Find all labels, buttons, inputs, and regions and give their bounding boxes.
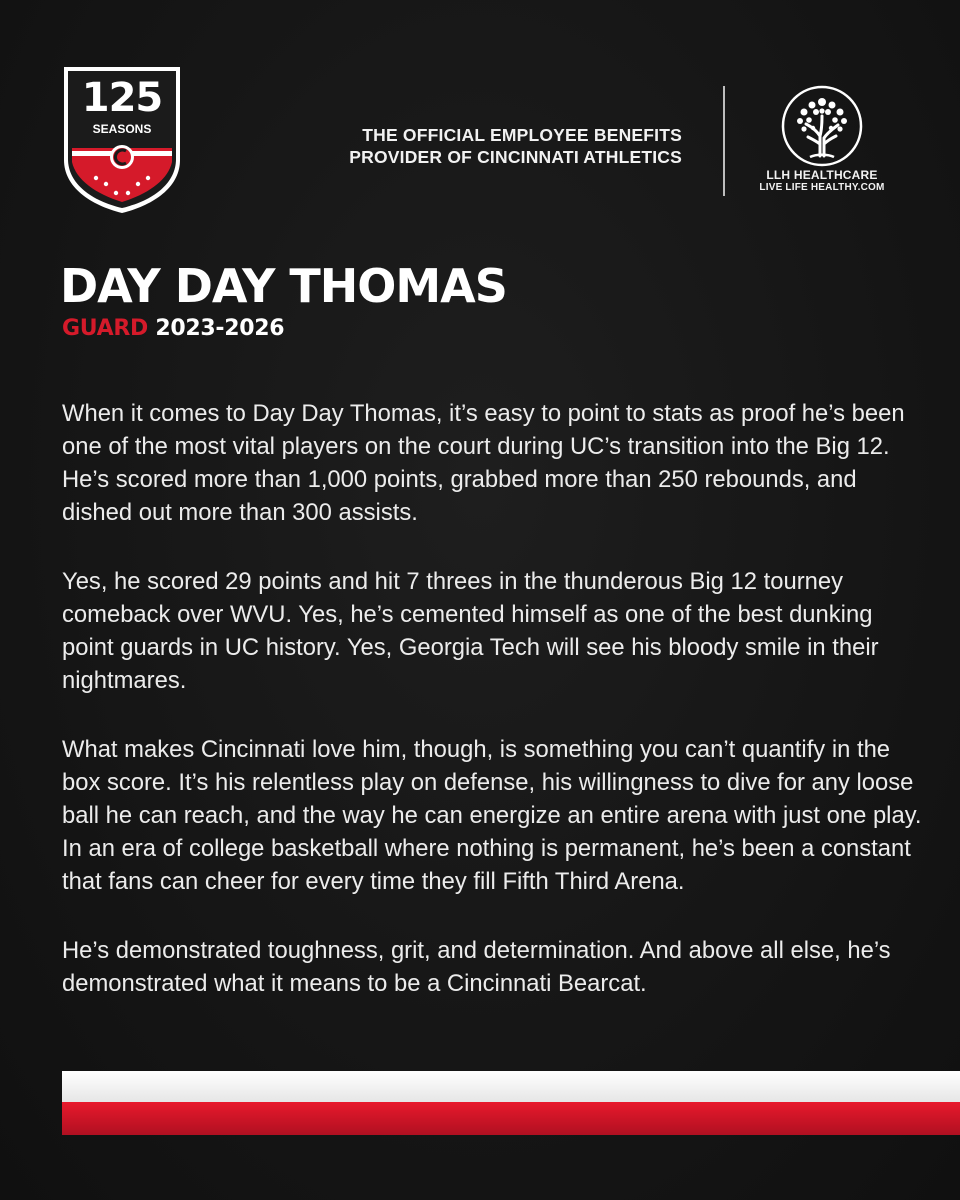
footer-red-stripe: [62, 1102, 960, 1135]
sponsor-name: LLH HEALTHCARE: [766, 168, 878, 182]
badge-number: 125: [81, 75, 163, 121]
bio-paragraph: What makes Cincinnati love him, though, is something you can’t quantify in the box score. It’s his relentless play on defense, his willingness to dive for any loose ball he can reach, and the way he can energize an entire arena with just one play. In an era of college basketball where nothing is permanent, he’s been a constant that fans can cheer for every time they fill Fifth Third Arena.: [62, 736, 922, 895]
bio-paragraph: When it comes to Day Day Thomas, it’s easy to point to stats as proof he’s been one of the most vital players on the court during UC’s transition into the Big 12. He’s scored more than 1,000 points, grabbed more than 250 rebounds, and dished out more than 300 assists.: [62, 400, 905, 526]
125-seasons-badge-logo: [62, 65, 182, 215]
bio-paragraph: Yes, he scored 29 points and hit 7 threes in the thunderous Big 12 tourney comeback over WVU. Yes, he’s cemented himself as one of the best dunking point guards in UC history. Yes, Georgia Tech will see his bloody smile in their nightmares.: [62, 568, 879, 694]
player-subline: [62, 313, 284, 345]
bio-paragraph: He’s demonstrated toughness, grit, and determination. And above all else, he’s demonstrated what it means to be a Cincinnati Bearcat.: [62, 937, 891, 997]
player-years: 2023-2026: [155, 316, 285, 341]
sponsor-divider: [723, 86, 725, 196]
badge-label: SEASONS: [92, 122, 152, 136]
bio-text: [62, 397, 922, 1036]
sponsor-website: LIVE LIFE HEALTHY.COM: [759, 182, 885, 193]
llh-tree-logo-icon: [780, 84, 864, 168]
sponsor-tagline-line2: PROVIDER OF CINCINNATI ATHLETICS: [349, 147, 682, 167]
footer-white-stripe: [62, 1071, 960, 1102]
sponsor-tagline: [300, 124, 682, 168]
sponsor-tagline-line1: THE OFFICIAL EMPLOYEE BENEFITS: [362, 125, 682, 145]
player-position: GUARD: [62, 316, 148, 341]
player-name: DAY DAY THOMAS: [60, 259, 507, 313]
